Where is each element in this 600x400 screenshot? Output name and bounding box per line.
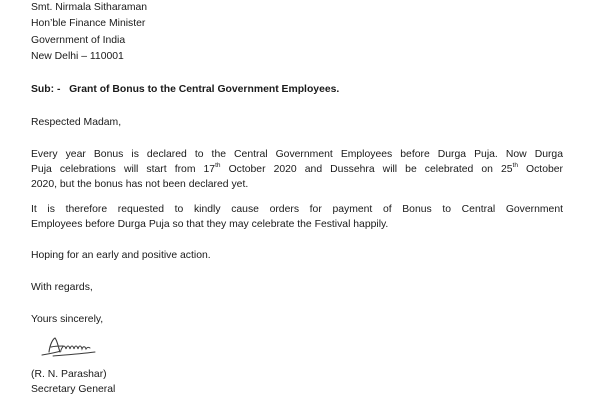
sender-designation: Secretary General <box>31 384 116 395</box>
paragraph-1 <box>31 147 563 192</box>
ordinal-suffix: th <box>215 161 221 169</box>
regards-line: With regards, <box>31 282 93 293</box>
paragraph-1-line-2-part-c: October <box>517 164 563 175</box>
ordinal-suffix: th <box>512 161 518 169</box>
paragraph-2-line-1: It is therefore requested to kindly cause orders for payment of Bonus to Central Government <box>31 204 563 215</box>
paragraph-1-line-2 <box>31 162 563 177</box>
sign-off-line: Yours sincerely, <box>31 314 104 325</box>
closing-line: Hoping for an early and positive action. <box>31 250 211 261</box>
sender-name: (R. N. Parashar) <box>31 369 107 380</box>
paragraph-1-line-1: Every year Bonus is declared to the Central Government Employees before Durga Puja. Now Durga <box>31 149 563 160</box>
recipient-city: New Delhi – 110001 <box>31 51 124 62</box>
paragraph-2-line-2: Employees before Durga Puja so that they may celebrate the Festival happily. <box>31 219 389 230</box>
recipient-office: Government of India <box>31 35 126 46</box>
subject-line: Sub: - Grant of Bonus to the Central Government Employees. <box>31 84 340 95</box>
handwritten-signature <box>39 334 103 360</box>
salutation: Respected Madam, <box>31 117 122 128</box>
paragraph-2 <box>31 202 563 232</box>
paragraph-1-line-2-part-a: Puja celebrations will start from 17 <box>31 164 216 175</box>
letter-body <box>31 0 571 400</box>
paragraph-1-line-3: 2020, but the bonus has not been declared yet. <box>31 179 249 190</box>
recipient-designation: Hon’ble Finance Minister <box>31 18 146 29</box>
paragraph-1-line-2-part-b: October 2020 and Dussehra will be celebrated on 25 <box>220 164 513 175</box>
recipient-name: Smt. Nirmala Sitharaman <box>31 2 148 13</box>
